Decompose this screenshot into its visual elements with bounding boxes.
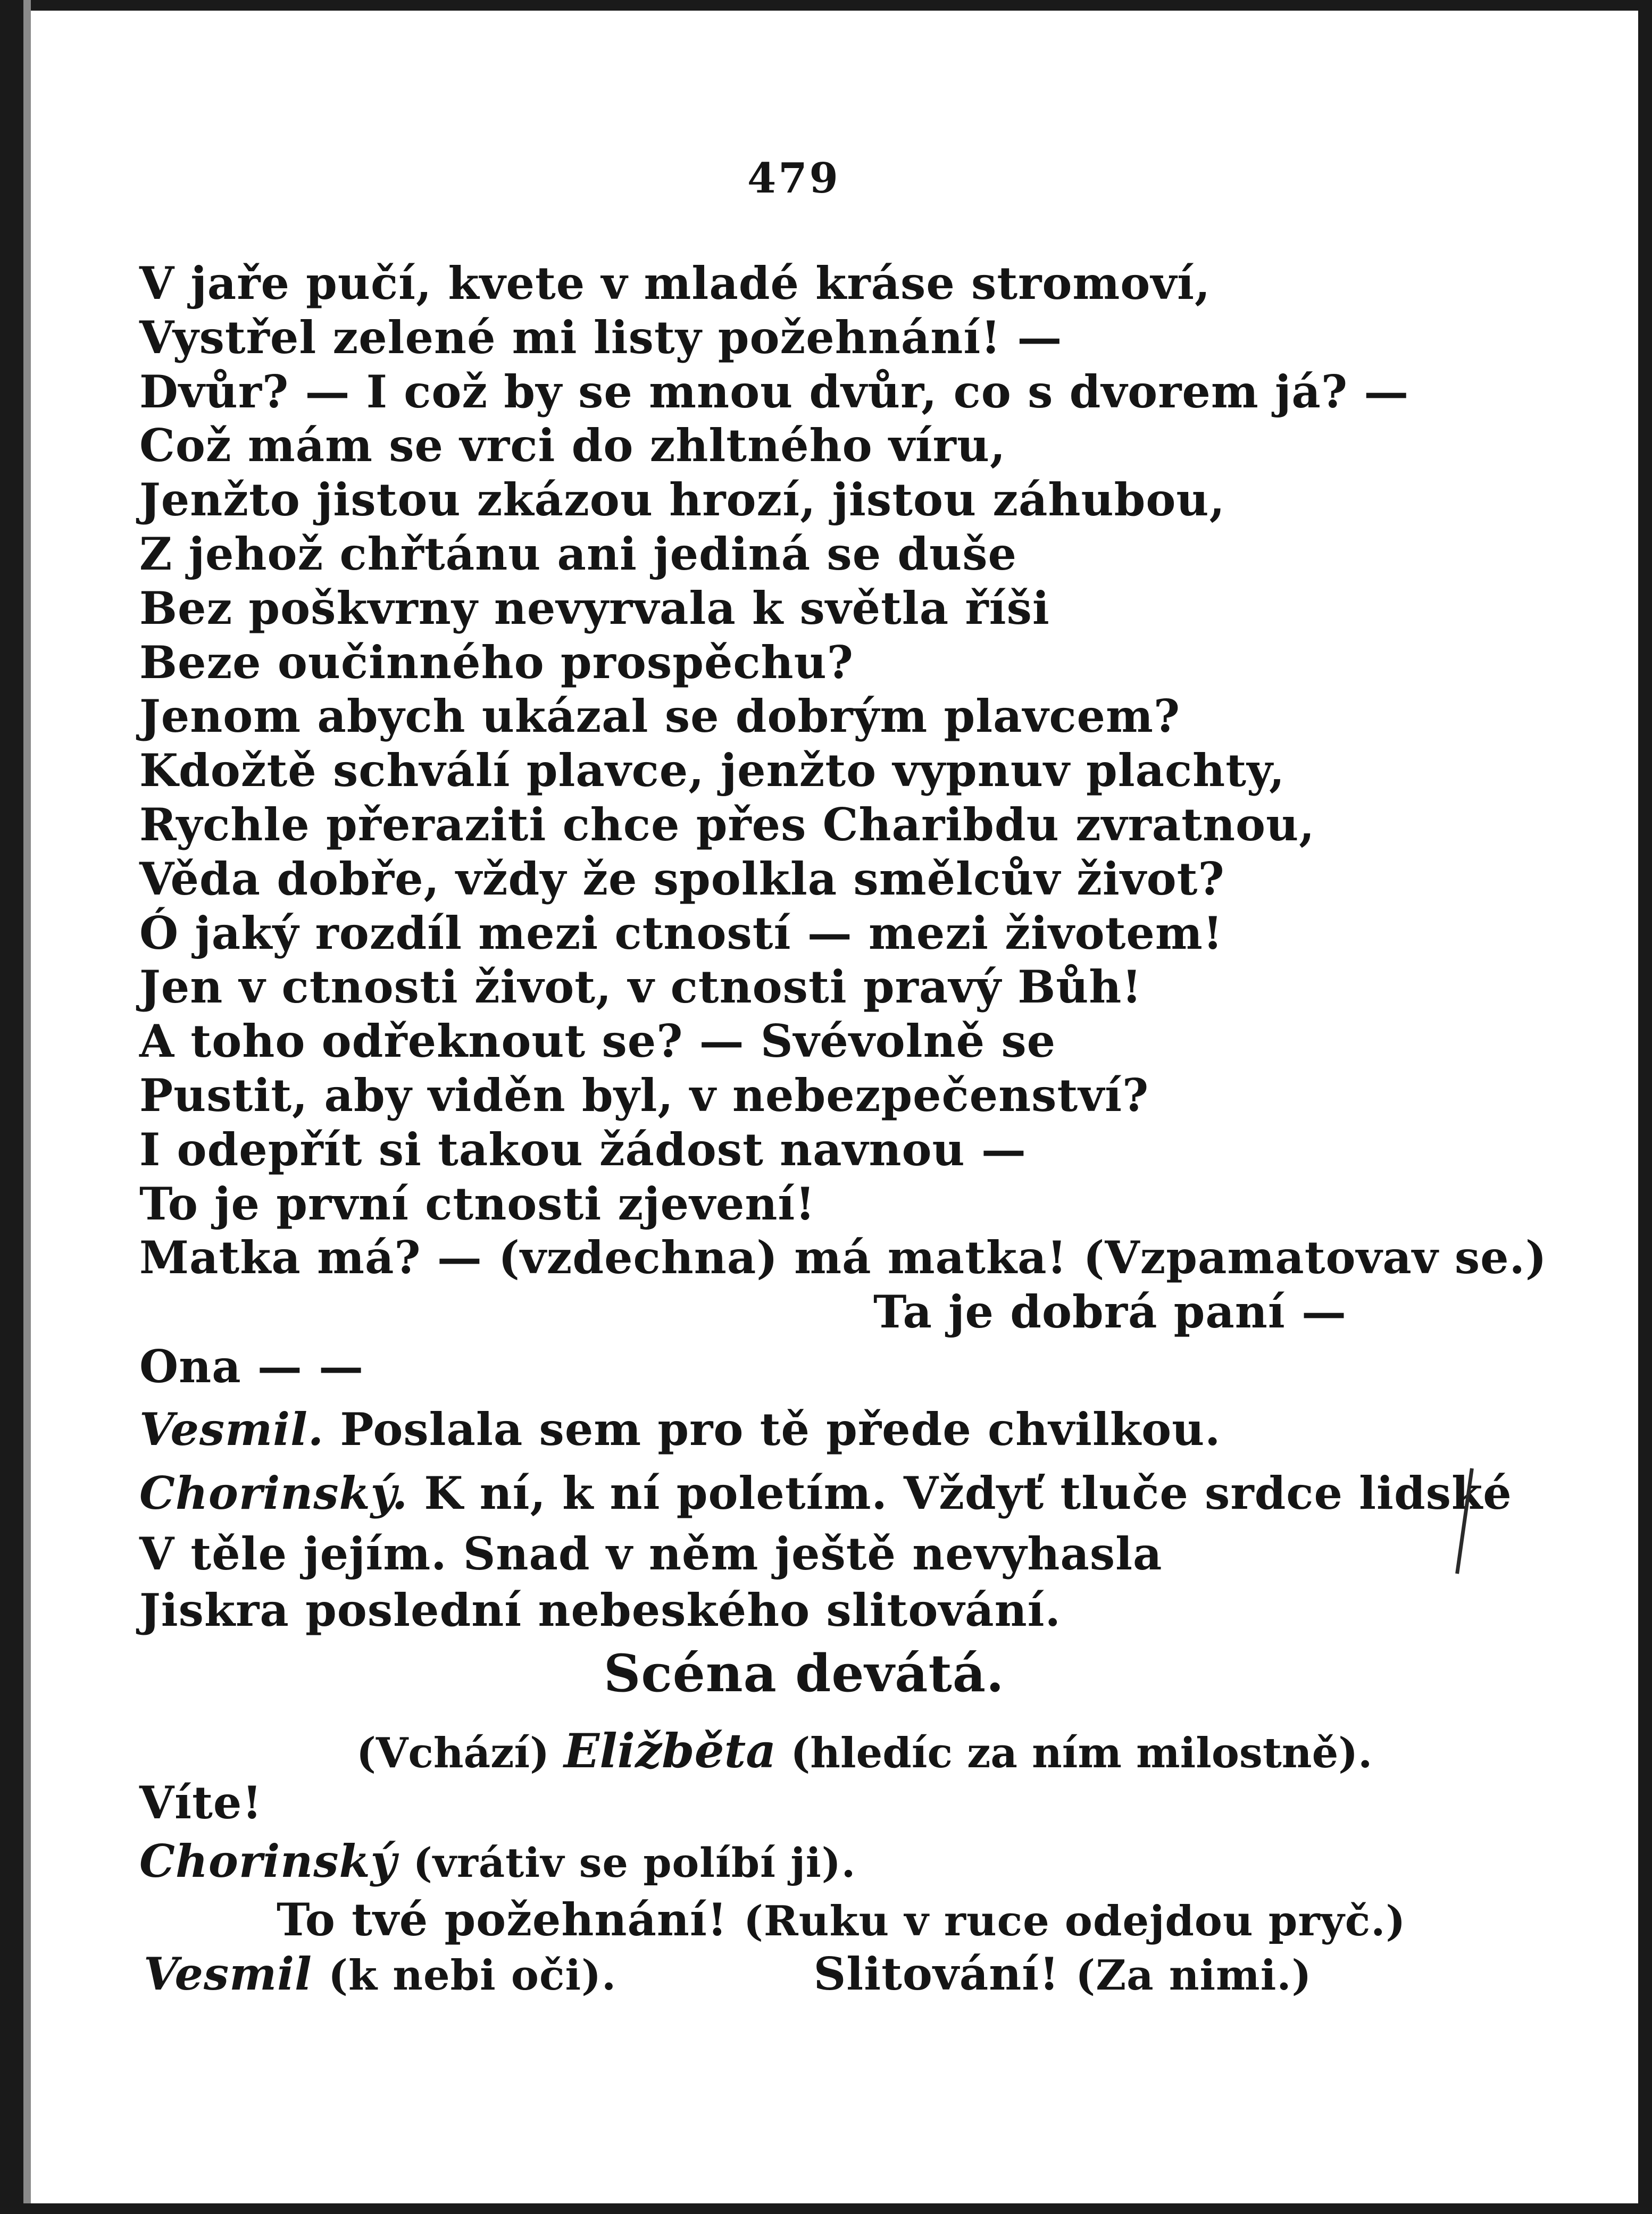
dialogue-continuation: V těle jejím. Snad v něm ještě nevyhasla [139,1527,1163,1580]
verse-line: I odepřít si takou žádost navnou — [139,1123,1027,1176]
scan-border-right [1638,0,1652,2214]
dialogue-chorinsky [139,1835,856,1887]
verse-line: Z jehož chřtánu ani jediná se duše [139,527,1017,580]
verse-line: Pustit, aby viděn byl, v nebezpečenství? [139,1068,1149,1122]
scan-border-left [0,0,23,2214]
dialogue-text: Poslala sem pro tě přede chvilkou. [340,1403,1221,1456]
scene-title: Scéna devátá. [604,1643,1005,1703]
verse-line: V jaře pučí, kvete v mladé kráse stromoví, [139,257,1211,310]
dialogue-text: K ní, k ní poletím. Vždyť tluče srdce lidské [424,1467,1512,1519]
verse-line: Jenom abych ukázal se dobrým plavcem? [139,690,1181,743]
speaker-name: Chorinský. [139,1467,408,1519]
verse-line: Vystřel zelené mi listy požehnání! — [139,311,1063,364]
speaker-name: Chorinský [139,1835,397,1887]
stage-direction [356,1723,1372,1778]
verse-line: To je první ctnosti zjevení! [139,1177,816,1230]
dialogue-text: Slitování! [813,1948,1060,2000]
stage-direction-text: (Ruku v ruce odejdou pryč.) [744,1897,1406,1945]
verse-line: Matka má? — (vzdechna) má matka! (Vzpamatovav se.) [139,1231,1547,1284]
dialogue-continuation [277,1893,1406,1946]
speaker-name: Vesmil. [139,1403,324,1456]
verse-line: Dvůr? — I což by se mnou dvůr, co s dvorem já? — [139,365,1409,418]
verse-line: Jenžto jistou zkázou hrozí, jistou záhubou, [139,473,1225,527]
dialogue-vesmil [139,1403,1221,1456]
dialogue-chorinsky [139,1467,1512,1519]
verse-line-indented: Ta je dobrá paní — [873,1285,1347,1339]
speaker-name: Vesmil [144,1948,312,2000]
scan-border-top [0,0,1652,11]
verse-line: Kdožtě schválí plavce, jenžto vypnuv plachty, [139,744,1286,797]
stage-direction-text: (Vchází) [356,1729,549,1777]
verse-line: Rychle přeraziti chce přes Charibdu zvratnou, [139,798,1315,851]
dialogue-vesmil [144,1948,1312,2000]
verse-line: Beze oučinného prospěchu? [139,636,854,689]
verse-line: Ó jaký rozdíl mezi ctností — mezi životem! [139,906,1223,959]
verse-line: Věda dobře, vždy že spolkla smělcův život? [139,852,1225,905]
stage-direction-text: (vrátiv se políbí ji). [413,1839,856,1886]
dialogue-text: To tvé požehnání! [277,1893,728,1946]
vite-line: Víte! [139,1776,263,1829]
verse-line: Jen v ctnosti život, v ctnosti pravý Bůh! [139,960,1142,1014]
stage-direction-text: (k nebi oči). [328,1951,617,2000]
stage-direction-text: (hledíc za ním milostně). [790,1729,1373,1777]
verse-line: Což mám se vrci do zhltného víru, [139,419,1006,472]
verse-line: Bez poškvrny nevyrvala k světla říši [139,581,1050,634]
stage-direction-text: (Za nimi.) [1075,1951,1312,2000]
verse-block [139,256,1547,1339]
page-number: 479 [747,154,840,203]
scan-border-left-shadow [23,0,31,2214]
ona-line: Ona — — [139,1340,364,1393]
dialogue-continuation: Jiskra poslední nebeského slitování. [139,1584,1061,1636]
verse-line: A toho odřeknout se? — Svévolně se [139,1015,1056,1068]
scan-border-bottom [0,2203,1652,2214]
character-name: Eližběta [564,1723,777,1778]
